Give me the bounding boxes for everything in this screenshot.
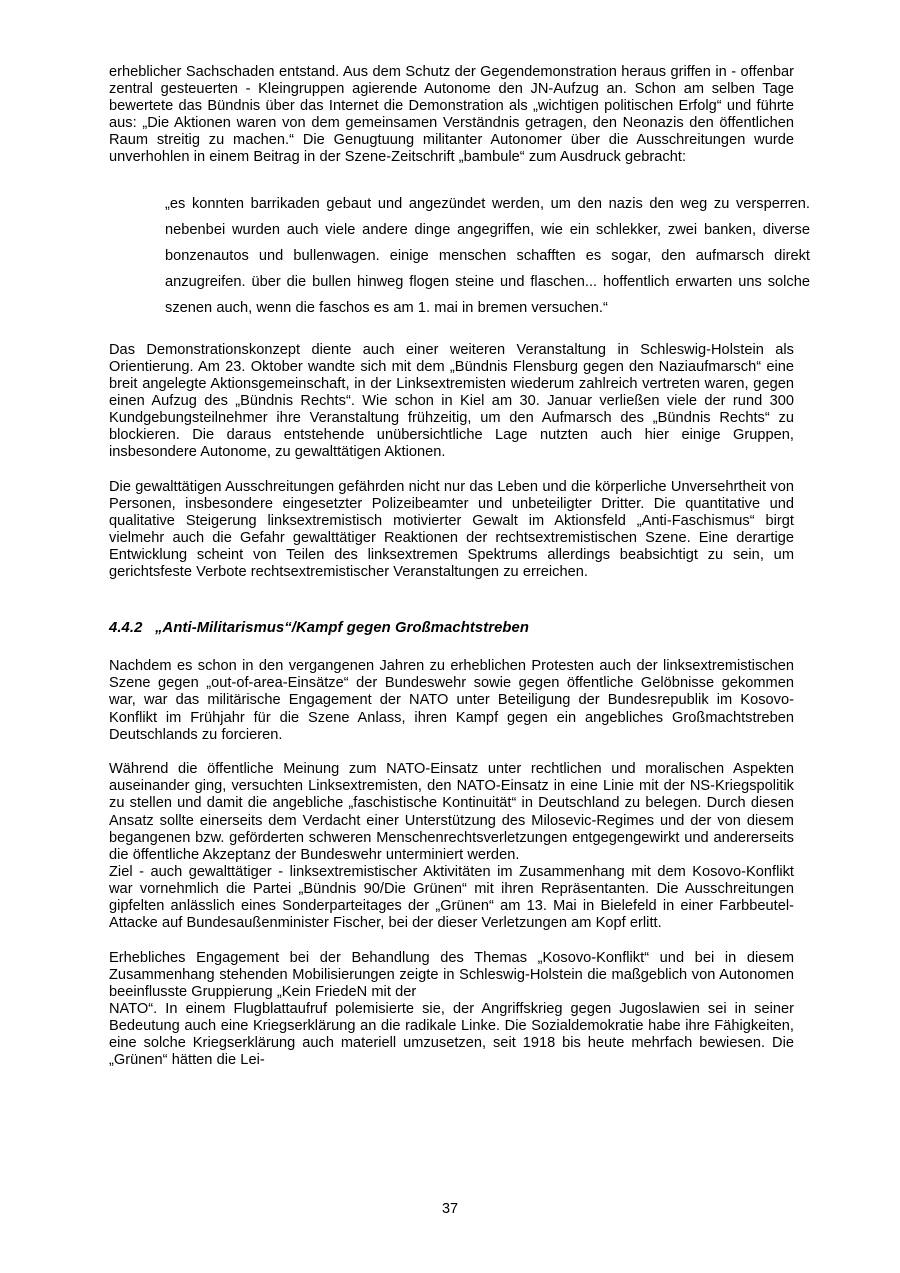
page-number: 37 <box>441 1201 458 1217</box>
paragraph-2: Das Demonstrationskonzept diente auch einer weiteren Veranstaltung in Schleswig-Holstein als Orientierung. Am 23. Oktober wandte sich mit dem „Bündnis Flensburg gegen den Naziaufmarsch“ eine breit angelegte Aktionsgemeinschaft, in der Linksextremisten wiederum zahlreich vertreten waren, gegen einen Aufzug des „Bündnis Rechts“. Wie schon in Kiel am 30. Januar verließen viele der rund 300 Kundgebungsteilnehmer ihre Veranstaltung frühzeitig, um den Aufmarsch des „Bündnis Rechts“ zu blockieren. Die daraus entstehende unübersichtliche Lage nutzten auch hier einige Gruppen, insbesondere Autonome, zu gewalttätigen Aktionen. <box>109 341 799 461</box>
section-title: „Anti-Militarismus“/Kampf gegen Großmachtstreben <box>155 620 530 637</box>
section-heading <box>109 619 794 638</box>
paragraph-7-part-b: NATO“. In einem Flugblattaufruf polemisierte sie, der Angriffskrieg gegen Jugoslawien sei in seiner Bedeutung auch eine Kriegserklärung an die radikale Linke. Die Sozialdemokratie habe ihre Fähigkeiten, eine solche Kriegserklärung auch materiell umzusetzen, seit 1918 bis heute mehrfach bewiesen. Die „Grünen“ hätten die Lei- <box>109 1000 799 1069</box>
section-heading-line <box>109 619 794 638</box>
section-heading-separator <box>142 620 155 636</box>
paragraph-4: Nachdem es schon in den vergangenen Jahren zu erheblichen Protesten auch der linksextremistischen Szene gegen „out-of-area-Einsätze“ der Bundeswehr sowie gegen öffentliche Gelöbnisse gekommen war, war das militärische Engagement der NATO unter Beteiligung der Bundesrepublik im Kosovo-Konflikt im Frühjahr für die Szene Anlass, ihren Kampf gegen ein angebliches Großmachtstreben Deutschlands zu forcieren. <box>109 658 799 743</box>
paragraph-7-part-a: Erhebliches Engagement bei der Behandlung des Themas „Kosovo-Konflikt“ und bei in diesem Zusammenhang stehenden Mobilisierungen zeigte in Schleswig-Holstein die maßgeblich von Autonomen beeinflusste Gruppierung „Kein FriedeN mit der <box>109 949 799 1000</box>
paragraph-5: Während die öffentliche Meinung zum NATO-Einsatz unter rechtlichen und moralischen Aspekten auseinander ging, versuchten Linksextremisten, den NATO-Einsatz in eine Linie mit der NS-Kriegspolitik zu stellen und damit die angebliche „faschistische Kontinuität“ in Deutschland zu belegen. Durch diesen Ansatz sollte einerseits dem Verdacht einer Unterstützung des Milosevic-Regimes und der von diesem begangenen bzw. geförderten schweren Menschenrechtsverletzungen entgegengewirkt und andererseits die öffentliche Akzeptanz der Bundeswehr unterminiert werden. <box>109 761 799 863</box>
citation-block <box>149 191 814 322</box>
paragraph-6: Ziel - auch gewalttätiger - linksextremistischer Aktivitäten im Zusammenhang mit dem Kosovo-Konflikt war vornehmlich die Partei „Bündnis 90/Die Grünen“ mit ihren Repräsentanten. Die Ausschreitungen gipfelten anlässlich eines Sonderparteitages der „Grünen“ am 13. Mai in Bielefeld in einer Farbbeutel-Attacke auf Bundesaußenminister Fischer, bei der dieser Verletzungen am Kopf erlitt. <box>109 863 799 932</box>
section-number: 4.4.2 <box>109 620 143 637</box>
paragraph-3: Die gewalttätigen Ausschreitungen gefährden nicht nur das Leben und die körperliche Unversehrtheit von Personen, insbesondere eingesetzter Polizeibeamter und unbeteiligter Dritter. Die quantitative und qualitative Steigerung linksextremistisch motivierter Gewalt im Aktionsfeld „Anti-Faschismus“ birgt vielmehr auch die Gefahr gewalttätiger Reaktionen der rechtsextremistischen Szene. Eine derartige Entwicklung scheint von Teilen des linksextremen Spektrums allerdings beabsichtigt zu sein, um gerichtsfeste Verbote rechtsextremistischer Veranstaltungen zu erreichen. <box>109 478 799 581</box>
page-content <box>109 64 815 1069</box>
citation-text: „es konnten barrikaden gebaut und angezündet werden, um den nazis den weg zu versperren. nebenbei wurden auch viele andere dinge angegriffen, wie ein schlekker, zwei banken, diverse bonzenautos und bullenwagen. einige menschen schafften es sogar, den aufmarsch direkt anzugreifen. über die bullen hinweg flogen steine und flaschen... hoffentlich erwarten uns solche szenen auch, wenn die faschos es am 1. mai in bremen versuchen.“ <box>165 195 815 317</box>
paragraph-1: erheblicher Sachschaden entstand. Aus dem Schutz der Gegendemonstration heraus griffen in - offenbar zentral gesteuerten - Kleingruppen agierende Autonome den JN-Aufzug an. Schon am selben Tage bewertete das Bündnis über das Internet die Demonstration als „wichtigen politischen Erfolg“ und führte aus: „Die Aktionen waren von dem gemeinsamen Verständnis getragen, den Neonazis den öffentlichen Raum streitig zu machen.“ Die Genugtuung militanter Autonomer über die Ausschreitungen wurde unverhohlen in einem Beitrag in der Szene-Zeitschrift „bambule“ zum Ausdruck gebracht: <box>109 64 799 166</box>
